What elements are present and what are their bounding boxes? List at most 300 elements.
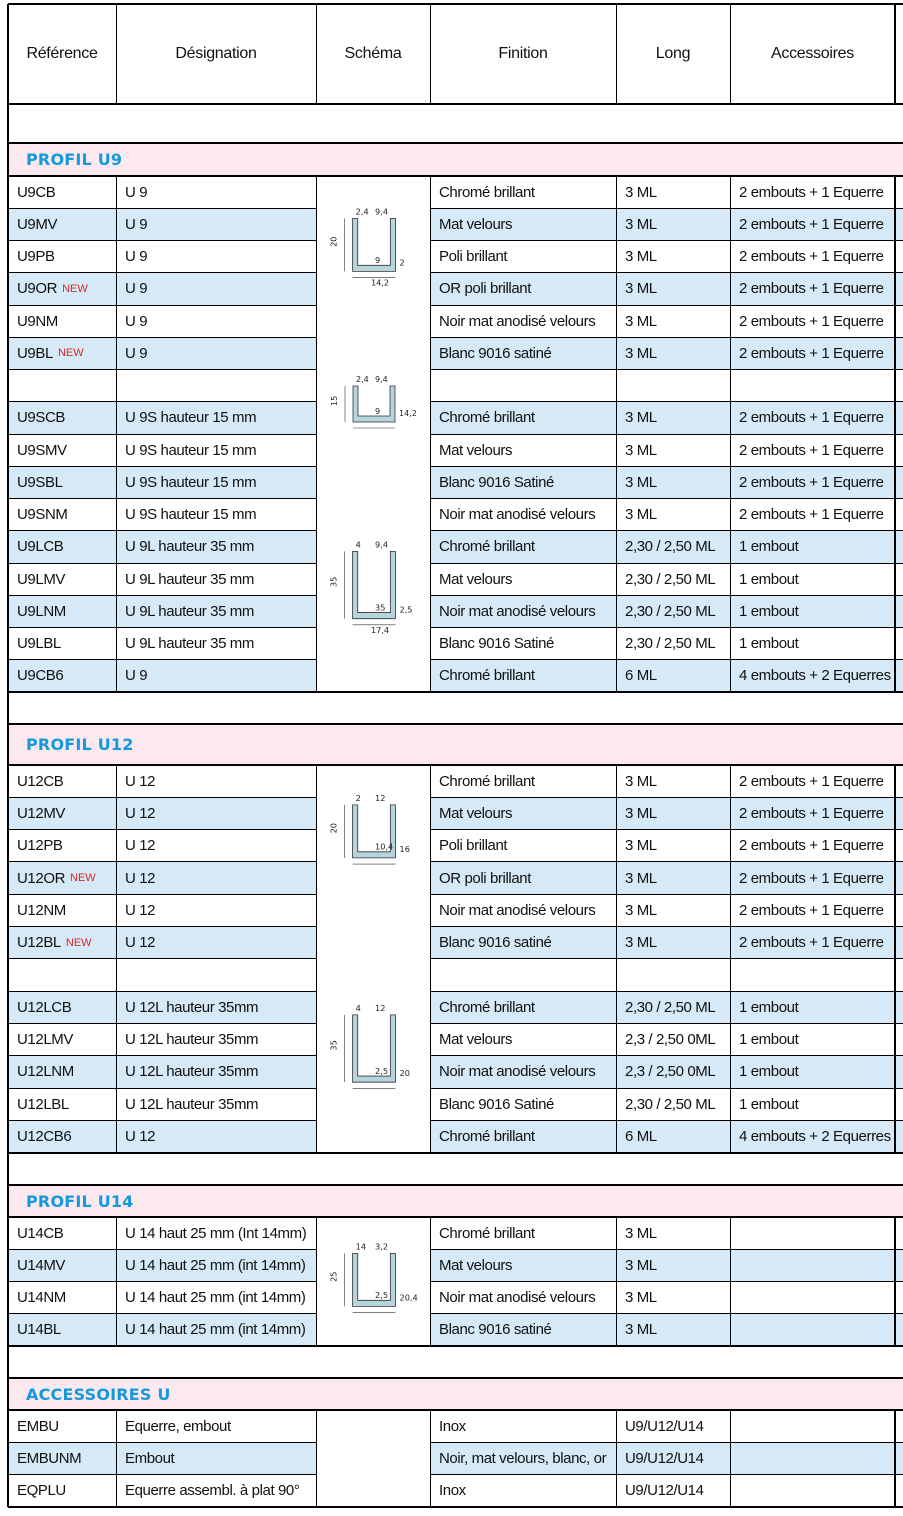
grid-line-h xyxy=(8,1216,903,1218)
grid-line-v xyxy=(430,1217,431,1346)
row-fill xyxy=(895,660,903,692)
grid-line-h xyxy=(8,894,316,895)
cell-finition: Blanc 9016 satiné xyxy=(439,934,552,952)
new-badge: NEW xyxy=(57,347,84,360)
cell-reference xyxy=(8,862,116,894)
cell-accessoires: 4 embouts + 2 Equerres xyxy=(739,1127,891,1145)
reference-code: U9LMV xyxy=(17,570,66,588)
grid-line-h xyxy=(8,829,316,830)
grid-line-v xyxy=(894,176,896,692)
grid-line-h xyxy=(8,1345,903,1347)
profile-schema-diagram xyxy=(322,785,424,890)
cell-reference xyxy=(8,370,116,402)
col-header-designation: Désignation xyxy=(175,45,257,62)
cell-long: 2,30 / 2,50 ML xyxy=(625,998,716,1016)
cell-accessoires xyxy=(730,1410,895,1442)
grid-line-h xyxy=(430,1088,903,1089)
cell-finition: Mat velours xyxy=(439,441,513,459)
row-fill xyxy=(895,1120,903,1152)
grid-line-h xyxy=(8,563,316,564)
cell-reference xyxy=(8,241,116,273)
cell-reference xyxy=(8,927,116,959)
cell-finition: Blanc 9016 Satiné xyxy=(439,635,554,653)
grid-line-h xyxy=(430,1055,903,1056)
grid-line-h xyxy=(8,1281,316,1282)
cell-reference xyxy=(8,894,116,926)
cell-finition: Chromé brillant xyxy=(439,1224,535,1242)
cell-long: 2,30 / 2,50 ML xyxy=(625,570,716,588)
cell-accessoires: 1 embout xyxy=(739,570,799,588)
grid-line-h xyxy=(430,861,903,862)
cell-designation: U 12 xyxy=(125,772,156,790)
cell-finition: OR poli brillant xyxy=(439,280,531,298)
cell-finition: Noir mat anodisé velours xyxy=(439,602,596,620)
grid-line-h xyxy=(430,991,903,992)
cell-accessoires: 1 embout xyxy=(739,1095,799,1113)
cell-designation: U 14 haut 25 mm (int 14mm) xyxy=(125,1321,306,1339)
grid-line-h xyxy=(430,337,903,338)
grid-line-h xyxy=(8,1474,316,1475)
grid-line-h xyxy=(430,305,903,306)
cell-long: U9/U12/U14 xyxy=(625,1449,704,1467)
grid-line-h xyxy=(8,240,316,241)
cell-designation: U 9S hauteur 15 mm xyxy=(125,441,257,459)
cell-accessoires: 2 embouts + 1 Equerre xyxy=(739,772,884,790)
cell-reference xyxy=(8,337,116,369)
cell-accessoires: 2 embouts + 1 Equerre xyxy=(739,869,884,887)
cell-accessoires xyxy=(730,1282,895,1314)
schema-dimension-label: 2 xyxy=(355,792,361,803)
cell-reference xyxy=(8,499,116,531)
grid-line-h xyxy=(430,369,903,370)
grid-line-v xyxy=(430,1410,431,1507)
grid-line-h xyxy=(430,240,903,241)
grid-line-h xyxy=(430,1249,903,1250)
section-title: PROFIL U9 xyxy=(26,150,123,169)
col-header-accessoires: Accessoires xyxy=(771,45,854,62)
cell-finition: Noir mat anodisé velours xyxy=(439,1063,596,1081)
cell-finition: Chromé brillant xyxy=(439,667,535,685)
cell-designation: U 9 xyxy=(125,344,148,362)
schema-dimension-label: 3,2 xyxy=(375,1241,389,1252)
section-title: ACCESSOIRES U xyxy=(26,1384,171,1404)
cell-reference xyxy=(8,305,116,337)
cell-finition: Noir mat anodisé velours xyxy=(439,312,596,330)
cell-reference xyxy=(8,208,116,240)
cell-designation: U 9L hauteur 35 mm xyxy=(125,570,254,588)
grid-line-v xyxy=(116,1217,117,1346)
grid-line-v xyxy=(430,176,431,692)
reference-code: U12BL xyxy=(17,934,61,952)
grid-line-h xyxy=(430,272,903,273)
cell-designation: U 9L hauteur 35 mm xyxy=(125,635,254,653)
cell-long xyxy=(616,370,730,402)
reference-code: U12OR xyxy=(17,869,66,887)
cell-long: 6 ML xyxy=(625,667,657,685)
new-badge: NEW xyxy=(65,936,92,949)
row-fill xyxy=(895,402,903,434)
grid-line-v xyxy=(316,4,317,104)
cell-designation xyxy=(116,370,316,402)
grid-line-h xyxy=(430,208,903,209)
cell-finition: Blanc 9016 satiné xyxy=(439,1321,552,1339)
cell-designation: U 9 xyxy=(125,215,148,233)
cell-reference xyxy=(8,1475,116,1507)
grid-line-h xyxy=(8,595,316,596)
row-fill xyxy=(895,208,903,240)
cell-accessoires: 1 embout xyxy=(739,538,799,556)
grid-line-h xyxy=(8,1120,316,1121)
grid-line-v xyxy=(616,1410,617,1507)
schema-dimension-label: 15 xyxy=(330,395,339,406)
schema-dimension-label: 2,5 xyxy=(399,604,413,615)
cell-accessoires: 2 embouts + 1 Equerre xyxy=(739,441,884,459)
schema-dimension-label: 10,4 xyxy=(375,841,394,852)
new-badge: NEW xyxy=(62,282,88,295)
grid-line-h xyxy=(8,305,316,306)
cell-long: 3 ML xyxy=(625,248,657,266)
reference-code: U12CB6 xyxy=(17,1127,72,1145)
cell-reference xyxy=(8,273,116,305)
grid-line-h xyxy=(8,337,316,338)
profile-schema-diagram xyxy=(322,500,424,668)
cell-reference xyxy=(8,660,116,692)
grid-line-h xyxy=(430,797,903,798)
cell-finition: Chromé brillant xyxy=(439,1127,535,1145)
cell-long: 2,3 / 2,50 0ML xyxy=(625,1031,716,1049)
cell-reference xyxy=(8,959,116,991)
schema-dimension-label: 35 xyxy=(328,576,339,588)
schema-dimension-label: 14 xyxy=(355,1241,367,1252)
reference-code: U9NM xyxy=(17,312,58,330)
reference-code: U9OR xyxy=(17,280,58,298)
schema-dimension-label: 9,4 xyxy=(375,375,388,384)
cell-long: U9/U12/U14 xyxy=(625,1417,704,1435)
schema-dimension-label: 20 xyxy=(328,823,339,834)
grid-line-h xyxy=(430,1313,903,1314)
cell-accessoires xyxy=(730,1217,895,1249)
cell-designation: U 9S hauteur 15 mm xyxy=(125,409,257,427)
grid-line-h xyxy=(430,1120,903,1121)
profile-schema-diagram xyxy=(322,196,424,306)
reference-code: EMBU xyxy=(17,1417,59,1435)
cell-designation: U 12L hauteur 35mm xyxy=(125,1031,259,1049)
cell-finition: Mat velours xyxy=(439,1256,513,1274)
cell-accessoires: 1 embout xyxy=(739,1063,799,1081)
cell-accessoires: 2 embouts + 1 Equerre xyxy=(739,344,884,362)
cell-reference xyxy=(8,1249,116,1281)
cell-designation: U 9S hauteur 15 mm xyxy=(125,506,257,524)
cell-finition xyxy=(430,959,616,991)
grid-line-h xyxy=(8,530,316,531)
grid-line-h xyxy=(8,797,316,798)
grid-line-h xyxy=(8,1377,903,1379)
cell-long: 3 ML xyxy=(625,506,657,524)
col-header-finition: Finition xyxy=(498,45,548,62)
cell-finition: Inox xyxy=(439,1482,466,1500)
grid-line-h xyxy=(8,466,316,467)
cell-reference xyxy=(8,797,116,829)
cell-reference xyxy=(8,830,116,862)
cell-accessoires: 1 embout xyxy=(739,635,799,653)
cell-long: 3 ML xyxy=(625,1321,657,1339)
grid-line-h xyxy=(8,659,316,660)
cell-reference xyxy=(8,1056,116,1088)
cell-long: 6 ML xyxy=(625,1127,657,1145)
grid-line-v xyxy=(616,176,617,692)
cell-designation: U 9S hauteur 15 mm xyxy=(125,473,257,491)
cell-designation: U 12 xyxy=(125,804,156,822)
reference-code: U9MV xyxy=(17,215,58,233)
cell-reference xyxy=(8,1282,116,1314)
cell-finition: Noir mat anodisé velours xyxy=(439,506,596,524)
schema-dimension-label: 12 xyxy=(375,792,386,803)
grid-line-h xyxy=(8,723,903,725)
grid-line-h xyxy=(8,434,316,435)
cell-designation: U 12 xyxy=(125,901,156,919)
cell-designation: U 9 xyxy=(125,280,148,298)
reference-code: U9LCB xyxy=(17,538,64,556)
cell-accessoires: 2 embouts + 1 Equerre xyxy=(739,901,884,919)
schema-dimension-label: 2,4 xyxy=(355,206,369,217)
schema-dimension-label: 9 xyxy=(375,407,381,416)
grid-line-h xyxy=(430,466,903,467)
grid-line-h xyxy=(430,530,903,531)
cell-designation: U 12 xyxy=(125,869,156,887)
col-header-schema: Schéma xyxy=(344,45,402,62)
schema-dimension-label: 17,4 xyxy=(370,624,390,635)
col-header-reference: Référence xyxy=(26,45,98,62)
reference-code: U12LBL xyxy=(17,1095,69,1113)
grid-line-v xyxy=(730,765,731,1153)
grid-line-v xyxy=(116,765,117,1153)
reference-code: U14NM xyxy=(17,1289,66,1307)
cell-designation: U 12 xyxy=(125,1127,156,1145)
schema-dimension-label: 9,4 xyxy=(375,539,389,550)
cell-designation: U 9L hauteur 35 mm xyxy=(125,602,254,620)
cell-accessoires: 2 embouts + 1 Equerre xyxy=(739,934,884,952)
cell-finition: Mat velours xyxy=(439,804,513,822)
cell-finition: Mat velours xyxy=(439,1031,513,1049)
reference-code: U9LNM xyxy=(17,602,66,620)
grid-line-h xyxy=(8,1409,903,1411)
cell-finition: Chromé brillant xyxy=(439,772,535,790)
grid-line-h xyxy=(8,627,316,628)
cell-reference xyxy=(8,1442,116,1474)
cell-accessoires: 1 embout xyxy=(739,1031,799,1049)
reference-code: U12MV xyxy=(17,804,66,822)
grid-line-h xyxy=(8,369,316,370)
cell-finition: OR poli brillant xyxy=(439,869,531,887)
cell-reference xyxy=(8,595,116,627)
cell-long: 2,30 / 2,50 ML xyxy=(625,538,716,556)
schema-dimension-label: 2,5 xyxy=(375,1290,389,1301)
cell-designation: U 9 xyxy=(125,248,148,266)
schema-dimension-label: 2,4 xyxy=(356,375,369,384)
cell-reference xyxy=(8,1314,116,1346)
cell-reference xyxy=(8,176,116,208)
grid-line-h xyxy=(8,1442,316,1443)
cell-long: 3 ML xyxy=(625,772,657,790)
cell-reference xyxy=(8,1120,116,1152)
grid-line-h xyxy=(8,1184,903,1186)
cell-long: 3 ML xyxy=(625,934,657,952)
cell-long: 3 ML xyxy=(625,901,657,919)
reference-code: EQPLU xyxy=(17,1482,66,1500)
schema-dimension-label: 4 xyxy=(355,539,361,550)
schema-dimension-label: 9 xyxy=(375,255,381,266)
row-fill xyxy=(895,466,903,498)
cell-accessoires: 2 embouts + 1 Equerre xyxy=(739,215,884,233)
reference-code: U9PB xyxy=(17,248,55,266)
grid-line-h xyxy=(8,1055,316,1056)
reference-code: U9SMV xyxy=(17,441,67,459)
grid-line-v xyxy=(616,765,617,1153)
schema-dimension-label: 12 xyxy=(375,1002,386,1013)
grid-line-h xyxy=(430,1474,903,1475)
grid-line-v xyxy=(616,4,617,104)
cell-designation: U 14 haut 25 mm (int 14mm) xyxy=(125,1256,306,1274)
schema-dimension-label: 9,4 xyxy=(375,206,389,217)
row-fill xyxy=(895,531,903,563)
cell-designation: U 12L hauteur 35mm xyxy=(125,1095,259,1113)
grid-line-v xyxy=(116,4,117,104)
grid-line-h xyxy=(8,1249,316,1250)
grid-line-h xyxy=(430,926,903,927)
cell-designation: U 9 xyxy=(125,183,148,201)
cell-long xyxy=(616,959,730,991)
row-fill xyxy=(895,1314,903,1346)
cell-long: 3 ML xyxy=(625,312,657,330)
cell-reference xyxy=(8,434,116,466)
cell-accessoires: 2 embouts + 1 Equerre xyxy=(739,837,884,855)
grid-line-h xyxy=(8,861,316,862)
cell-designation: Equerre assembl. à plat 90° xyxy=(125,1482,300,1500)
reference-code: U9CB6 xyxy=(17,667,64,685)
col-header-long: Long xyxy=(655,45,691,62)
cell-long: 3 ML xyxy=(625,280,657,298)
row-fill xyxy=(895,797,903,829)
cell-accessoires: 2 embouts + 1 Equerre xyxy=(739,280,884,298)
grid-line-v xyxy=(316,1410,317,1507)
grid-line-v xyxy=(730,1217,731,1346)
cell-designation: U 14 haut 25 mm (Int 14mm) xyxy=(125,1224,307,1242)
cell-long: 2,30 / 2,50 ML xyxy=(625,1095,716,1113)
cell-long: 3 ML xyxy=(625,869,657,887)
cell-reference xyxy=(8,563,116,595)
grid-line-v xyxy=(616,1217,617,1346)
grid-line-h xyxy=(430,595,903,596)
grid-line-h xyxy=(8,926,316,927)
grid-line-h xyxy=(8,1152,903,1154)
cell-reference xyxy=(8,1023,116,1055)
cell-reference xyxy=(8,1410,116,1442)
cell-reference xyxy=(8,628,116,660)
cell-reference xyxy=(8,1217,116,1249)
cell-long: 2,30 / 2,50 ML xyxy=(625,602,716,620)
cell-long: 3 ML xyxy=(625,804,657,822)
cell-long: 3 ML xyxy=(625,1224,657,1242)
schema-dimension-label: 14,2 xyxy=(370,277,390,288)
cell-designation: U 14 haut 25 mm (int 14mm) xyxy=(125,1289,306,1307)
grid-line-h xyxy=(430,1442,903,1443)
cell-long: 2,3 / 2,50 0ML xyxy=(625,1063,716,1081)
reference-code: EMBUNM xyxy=(17,1449,82,1467)
schema-dimension-label: 35 xyxy=(328,1040,339,1051)
cell-reference xyxy=(8,466,116,498)
grid-line-v xyxy=(7,4,9,1507)
cell-designation: U 12L hauteur 35mm xyxy=(125,998,259,1016)
grid-line-h xyxy=(8,103,903,105)
grid-line-h xyxy=(8,1088,316,1089)
schema-dimension-label: 20 xyxy=(328,236,339,247)
grid-line-h xyxy=(8,991,316,992)
grid-line-h xyxy=(8,142,903,144)
cell-designation: U 9L hauteur 35 mm xyxy=(125,538,254,556)
cell-accessoires: 2 embouts + 1 Equerre xyxy=(739,409,884,427)
schema-dimension-label: 20,4 xyxy=(399,1292,418,1303)
row-fill xyxy=(895,991,903,1023)
cell-accessoires: 2 embouts + 1 Equerre xyxy=(739,506,884,524)
cell-reference xyxy=(8,1088,116,1120)
grid-line-v xyxy=(116,1410,117,1507)
cell-long: 3 ML xyxy=(625,473,657,491)
cell-designation: U 12 xyxy=(125,934,156,952)
schema-dimension-label: 2,5 xyxy=(375,1066,389,1077)
grid-line-v xyxy=(730,4,731,104)
row-fill xyxy=(895,1056,903,1088)
row-fill xyxy=(895,927,903,959)
section-title: PROFIL U12 xyxy=(26,735,134,754)
schema-dimension-label: 20 xyxy=(399,1068,410,1079)
reference-code: U14CB xyxy=(17,1224,64,1242)
grid-line-h xyxy=(430,434,903,435)
reference-code: U12LCB xyxy=(17,998,72,1016)
cell-finition: Chromé brillant xyxy=(439,183,535,201)
cell-accessoires: 4 embouts + 2 Equerres xyxy=(739,667,891,685)
schema-dimension-label: 35 xyxy=(375,602,386,613)
cell-finition: Noir, mat velours, blanc, or xyxy=(439,1449,607,1467)
new-badge: NEW xyxy=(70,872,96,885)
cell-long: 3 ML xyxy=(625,215,657,233)
cell-long: 2,30 / 2,50 ML xyxy=(625,635,716,653)
cell-accessoires: 2 embouts + 1 Equerre xyxy=(739,248,884,266)
cell-finition: Blanc 9016 Satiné xyxy=(439,1095,554,1113)
grid-line-h xyxy=(8,401,316,402)
grid-line-v xyxy=(894,1410,896,1507)
grid-line-h xyxy=(430,659,903,660)
reference-code: U12LNM xyxy=(17,1063,74,1081)
reference-code: U12PB xyxy=(17,837,63,855)
cell-finition: Mat velours xyxy=(439,570,513,588)
schema-dimension-label: 16 xyxy=(399,843,410,854)
row-fill xyxy=(895,862,903,894)
reference-code: U12NM xyxy=(17,901,66,919)
grid-line-v xyxy=(316,765,317,1153)
reference-code: U9BL xyxy=(17,344,53,362)
cell-long: 3 ML xyxy=(625,1289,657,1307)
cell-finition: Chromé brillant xyxy=(439,409,535,427)
grid-line-h xyxy=(8,175,903,177)
profile-schema-diagram xyxy=(322,1222,424,1350)
reference-code: U12LMV xyxy=(17,1031,73,1049)
cell-designation: U 12 xyxy=(125,837,156,855)
cell-finition: Blanc 9016 satiné xyxy=(439,344,552,362)
reference-code: U9LBL xyxy=(17,635,61,653)
cell-finition: Blanc 9016 Satiné xyxy=(439,473,554,491)
row-fill xyxy=(895,337,903,369)
reference-code: U9SBL xyxy=(17,473,63,491)
